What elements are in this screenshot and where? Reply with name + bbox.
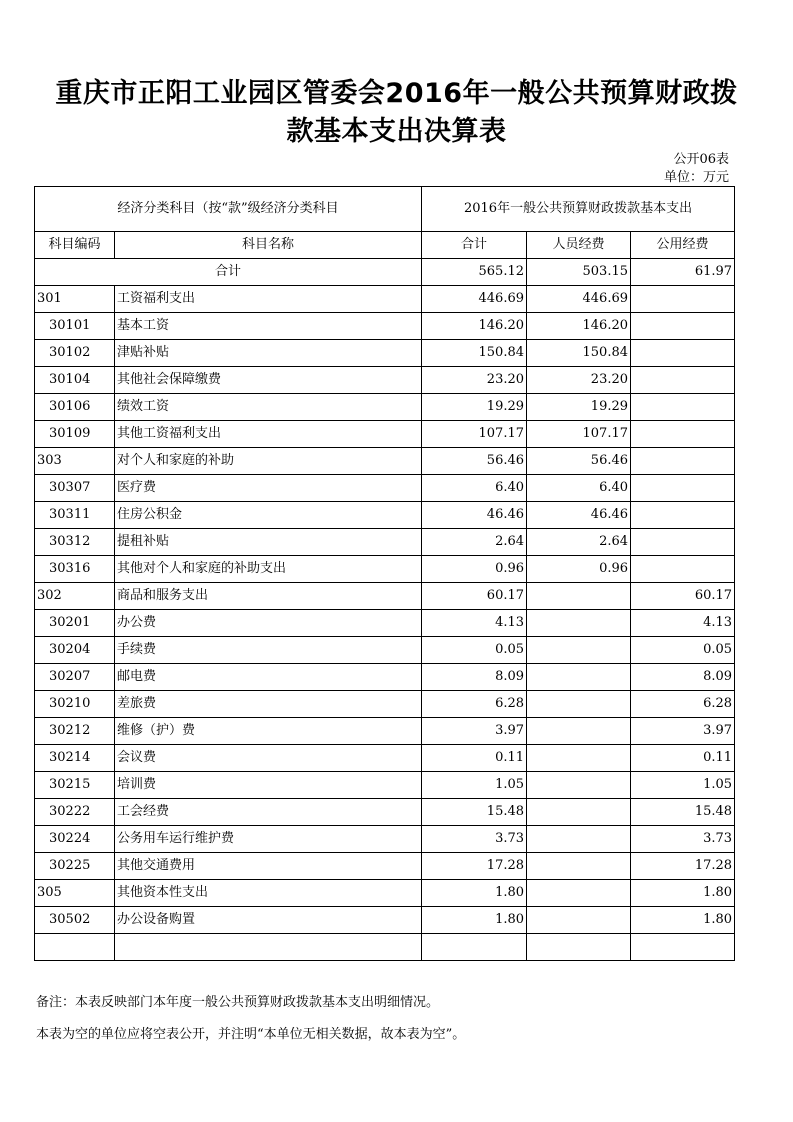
row-public [631,502,735,529]
row-code: 30311 [35,502,115,529]
table-row [35,367,735,394]
table-row [35,799,735,826]
row-name: 商品和服务支出 [115,583,422,610]
total-amount: 565.12 [422,259,527,286]
row-personnel [527,853,631,880]
row-public: 8.09 [631,664,735,691]
row-name: 其他工资福利支出 [115,421,422,448]
row-name: 维修（护）费 [115,718,422,745]
row-public: 1.05 [631,772,735,799]
row-name: 对个人和家庭的补助 [115,448,422,475]
table-row [35,286,735,313]
table-row [35,853,735,880]
row-personnel [527,691,631,718]
row-personnel [527,745,631,772]
header-name: 科目名称 [115,232,422,259]
row-code: 30204 [35,637,115,664]
table-row [35,529,735,556]
row-total: 0.05 [422,637,527,664]
row-public: 4.13 [631,610,735,637]
row-name: 津贴补贴 [115,340,422,367]
row-code: 30102 [35,340,115,367]
row-code: 301 [35,286,115,313]
row-public [631,475,735,502]
row-code: 30212 [35,718,115,745]
row-total: 150.84 [422,340,527,367]
header-public: 公用经费 [631,232,735,259]
table-row [35,664,735,691]
row-code: 30207 [35,664,115,691]
table-row [35,313,735,340]
row-code: 30224 [35,826,115,853]
row-total: 0.96 [422,556,527,583]
report-title-line2: 款基本支出决算表 [286,116,507,147]
row-code: 30201 [35,610,115,637]
table-row [35,745,735,772]
table-row [35,934,735,961]
table-row [35,718,735,745]
row-name: 办公设备购置 [115,907,422,934]
row-public: 1.80 [631,880,735,907]
row-name: 医疗费 [115,475,422,502]
row-code: 30101 [35,313,115,340]
row-code: 30109 [35,421,115,448]
table-row [35,394,735,421]
row-total: 4.13 [422,610,527,637]
row-personnel [527,934,631,961]
row-code: 30104 [35,367,115,394]
row-personnel: 23.20 [527,367,631,394]
row-personnel: 146.20 [527,313,631,340]
table-header-group-row [35,187,735,232]
row-name: 会议费 [115,745,422,772]
row-name: 公务用车运行维护费 [115,826,422,853]
row-personnel [527,907,631,934]
row-public: 0.11 [631,745,735,772]
row-personnel: 2.64 [527,529,631,556]
table-row [35,691,735,718]
row-public: 3.73 [631,826,735,853]
row-personnel: 56.46 [527,448,631,475]
total-public: 61.97 [631,259,735,286]
row-total: 146.20 [422,313,527,340]
row-total: 15.48 [422,799,527,826]
table-header-row [35,232,735,259]
table-row [35,340,735,367]
row-public [631,421,735,448]
row-public: 60.17 [631,583,735,610]
row-name: 基本工资 [115,313,422,340]
table-row [35,610,735,637]
row-code: 30307 [35,475,115,502]
row-name: 其他交通费用 [115,853,422,880]
row-public: 3.97 [631,718,735,745]
row-total: 1.80 [422,880,527,907]
row-name: 提租补贴 [115,529,422,556]
row-name: 办公费 [115,610,422,637]
row-total: 19.29 [422,394,527,421]
header-economic-classification: 经济分类科目（按“款”级经济分类科目 [35,187,422,232]
row-personnel: 107.17 [527,421,631,448]
row-code: 30312 [35,529,115,556]
table-row [35,583,735,610]
row-public [631,286,735,313]
table-row [35,448,735,475]
table-row [35,556,735,583]
row-code: 305 [35,880,115,907]
row-code: 303 [35,448,115,475]
row-code: 30214 [35,745,115,772]
row-public [631,934,735,961]
header-total: 合计 [422,232,527,259]
row-total: 1.05 [422,772,527,799]
total-label: 合计 [35,259,422,286]
row-personnel: 6.40 [527,475,631,502]
row-name: 其他对个人和家庭的补助支出 [115,556,422,583]
form-number: 公开06表 [673,152,729,167]
row-code: 30225 [35,853,115,880]
total-row [35,259,735,286]
row-personnel [527,880,631,907]
row-name: 其他社会保障缴费 [115,367,422,394]
row-code: 30210 [35,691,115,718]
row-total: 446.69 [422,286,527,313]
row-public: 15.48 [631,799,735,826]
table-row [35,907,735,934]
row-personnel: 150.84 [527,340,631,367]
row-public: 1.80 [631,907,735,934]
row-code: 302 [35,583,115,610]
footnote-empty-table: 本表为空的单位应将空表公开，并注明“本单位无相关数据，故本表为空”。 [36,1027,466,1042]
row-code: 30316 [35,556,115,583]
table-row [35,637,735,664]
row-personnel [527,664,631,691]
row-personnel: 446.69 [527,286,631,313]
row-total: 46.46 [422,502,527,529]
report-title-line1: 重庆市正阳工业园区管委会2016年一般公共预算财政拨 [55,78,738,109]
table-row [35,475,735,502]
row-personnel [527,583,631,610]
row-personnel: 19.29 [527,394,631,421]
total-personnel: 503.15 [527,259,631,286]
table-row [35,502,735,529]
expenditure-table [34,186,735,961]
row-total: 0.11 [422,745,527,772]
row-code: 30222 [35,799,115,826]
row-total: 6.40 [422,475,527,502]
row-personnel [527,826,631,853]
row-name: 邮电费 [115,664,422,691]
header-code: 科目编码 [35,232,115,259]
row-name: 工资福利支出 [115,286,422,313]
row-public [631,556,735,583]
row-total: 56.46 [422,448,527,475]
row-code: 30502 [35,907,115,934]
row-total [422,934,527,961]
row-total: 8.09 [422,664,527,691]
table-row [35,826,735,853]
row-name: 绩效工资 [115,394,422,421]
row-public: 6.28 [631,691,735,718]
row-name: 工会经费 [115,799,422,826]
row-public [631,529,735,556]
table-row [35,772,735,799]
table-row [35,880,735,907]
row-total: 17.28 [422,853,527,880]
unit-label: 单位：万元 [663,170,729,185]
row-personnel: 0.96 [527,556,631,583]
header-personnel: 人员经费 [527,232,631,259]
row-total: 3.73 [422,826,527,853]
footnote-remark: 备注：本表反映部门本年度一般公共预算财政拨款基本支出明细情况。 [36,995,440,1010]
row-public: 17.28 [631,853,735,880]
row-total: 60.17 [422,583,527,610]
row-total: 6.28 [422,691,527,718]
row-public [631,367,735,394]
row-personnel [527,637,631,664]
row-name: 其他资本性支出 [115,880,422,907]
row-personnel [527,718,631,745]
row-name: 差旅费 [115,691,422,718]
row-code: 30215 [35,772,115,799]
row-public: 0.05 [631,637,735,664]
row-personnel [527,799,631,826]
row-name [115,934,422,961]
row-public [631,394,735,421]
row-public [631,313,735,340]
row-total: 1.80 [422,907,527,934]
header-basic-expenditure: 2016年一般公共预算财政拨款基本支出 [422,187,735,232]
row-personnel [527,772,631,799]
row-name: 培训费 [115,772,422,799]
row-public [631,448,735,475]
row-total: 2.64 [422,529,527,556]
row-public [631,340,735,367]
row-code [35,934,115,961]
row-code: 30106 [35,394,115,421]
row-personnel [527,610,631,637]
table-row [35,421,735,448]
row-total: 23.20 [422,367,527,394]
row-name: 住房公积金 [115,502,422,529]
row-name: 手续费 [115,637,422,664]
row-total: 3.97 [422,718,527,745]
row-total: 107.17 [422,421,527,448]
row-personnel: 46.46 [527,502,631,529]
